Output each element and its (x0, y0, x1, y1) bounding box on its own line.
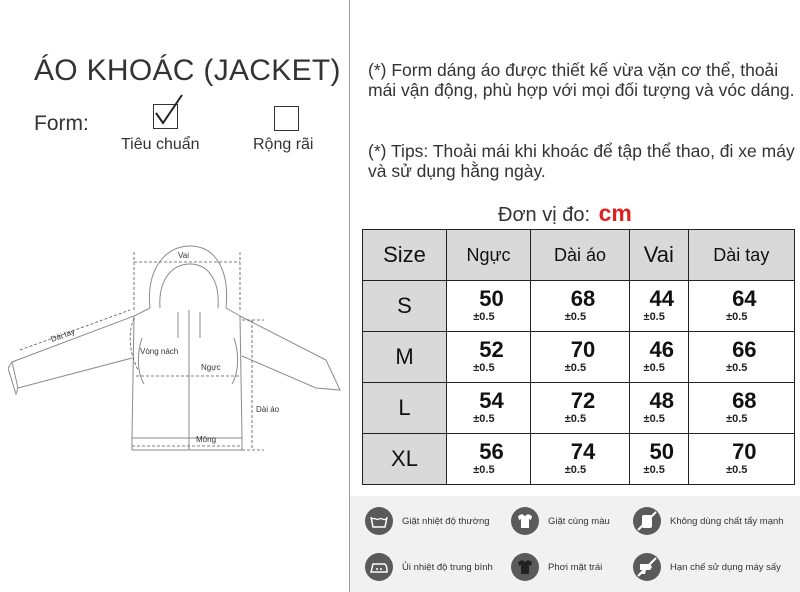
value: 70 (732, 438, 757, 464)
tolerance: ±0.5 (643, 361, 665, 374)
tolerance: ±0.5 (643, 463, 665, 476)
value: 48 (649, 387, 675, 413)
label-hem: Mông (196, 435, 217, 444)
value-cell (629, 332, 688, 383)
label-shoulder: Vai (178, 251, 189, 260)
table-row (363, 383, 795, 434)
value-cell (447, 434, 531, 485)
table-row (363, 281, 795, 332)
tolerance: ±0.5 (473, 361, 495, 374)
value: 46 (649, 336, 675, 362)
value: 50 (479, 285, 504, 311)
form-standard-checkbox[interactable] (153, 104, 178, 129)
value: 50 (649, 438, 675, 464)
table-row (363, 434, 795, 485)
value: 70 (570, 336, 596, 362)
care-label: Giặt nhiệt độ thường (402, 516, 490, 527)
label-sleeve: Dài tay (49, 326, 77, 344)
value-cell (447, 383, 531, 434)
care-instructions (350, 496, 800, 592)
tolerance: ±0.5 (726, 463, 748, 476)
care-label: Không dùng chất tẩy mạnh (670, 516, 784, 527)
header-shoulder: Vai (629, 230, 688, 281)
tolerance: ±0.5 (643, 310, 665, 323)
tolerance: ±0.5 (473, 412, 495, 425)
tolerance: ±0.5 (726, 412, 748, 425)
value-cell (629, 434, 688, 485)
jacket-sketch (8, 238, 348, 476)
product-title: ÁO KHOÁC (JACKET) (34, 54, 341, 87)
care-label: Giặt cùng màu (548, 516, 610, 527)
jacket-measurement-diagram (8, 238, 348, 476)
care-label: Ủi nhiệt độ trung bình (402, 562, 493, 573)
tolerance: ±0.5 (564, 310, 587, 323)
value-cell (531, 383, 630, 434)
iron-medium-icon (364, 552, 394, 582)
label-armhole: Vòng nách (140, 347, 179, 356)
care-label: Hạn chế sử dụng máy sấy (670, 562, 781, 573)
tolerance: ±0.5 (564, 463, 587, 476)
value-cell (688, 332, 794, 383)
label-chest: Ngực (201, 363, 221, 372)
unit-line (498, 200, 632, 227)
header-length: Dài áo (531, 230, 630, 281)
size-cell: S (363, 281, 447, 332)
form-standard-label: Tiêu chuẩn (121, 136, 200, 153)
no-bleach-icon (632, 506, 662, 536)
value: 74 (570, 438, 596, 464)
form-label: Form: (34, 112, 89, 135)
value-cell (688, 383, 794, 434)
value: 56 (479, 438, 504, 464)
form-wide-label: Rộng rãi (253, 136, 314, 153)
unit-label: Đơn vị đo: (498, 204, 591, 226)
form-note: (*) Form dáng áo được thiết kế vừa vặn cơ thể, thoải mái vận động, phù hợp với mọi đối tượng và vóc dáng. (368, 60, 795, 100)
value-cell (531, 332, 630, 383)
value: 66 (732, 336, 757, 362)
size-table (362, 229, 795, 485)
checkmark-icon (152, 93, 186, 131)
value: 68 (732, 387, 757, 413)
value-cell (531, 434, 630, 485)
size-cell: L (363, 383, 447, 434)
value: 72 (570, 387, 596, 413)
tolerance: ±0.5 (726, 310, 748, 323)
unit-value: cm (598, 200, 632, 226)
value-cell (629, 281, 688, 332)
tolerance: ±0.5 (643, 412, 665, 425)
wash-same-color-icon (510, 506, 540, 536)
value-cell (447, 281, 531, 332)
limit-dryer-icon (632, 552, 662, 582)
value-cell (688, 434, 794, 485)
care-label: Phơi mặt trái (548, 562, 603, 573)
table-row (363, 332, 795, 383)
value: 44 (649, 285, 675, 311)
form-wide-checkbox[interactable] (274, 106, 299, 131)
value-cell (629, 383, 688, 434)
value-cell (688, 281, 794, 332)
size-cell: XL (363, 434, 447, 485)
value-cell (531, 281, 630, 332)
tolerance: ±0.5 (564, 412, 587, 425)
value: 52 (479, 336, 504, 362)
wash-normal-temp-icon (364, 506, 394, 536)
tolerance: ±0.5 (726, 361, 748, 374)
tips-note: (*) Tips: Thoải mái khi khoác để tập thể thao, đi xe máy và sử dụng hằng ngày. (368, 141, 795, 181)
dry-inside-out-icon (510, 552, 540, 582)
tolerance: ±0.5 (564, 361, 587, 374)
tolerance: ±0.5 (473, 310, 495, 323)
table-header-row (363, 230, 795, 281)
label-length: Dài áo (256, 405, 280, 414)
header-size: Size (363, 230, 447, 281)
value-cell (447, 332, 531, 383)
header-chest: Ngực (447, 230, 531, 281)
tolerance: ±0.5 (473, 463, 495, 476)
header-sleeve: Dài tay (688, 230, 794, 281)
size-cell: M (363, 332, 447, 383)
value: 64 (732, 285, 757, 311)
value: 68 (570, 285, 596, 311)
value: 54 (479, 387, 504, 413)
